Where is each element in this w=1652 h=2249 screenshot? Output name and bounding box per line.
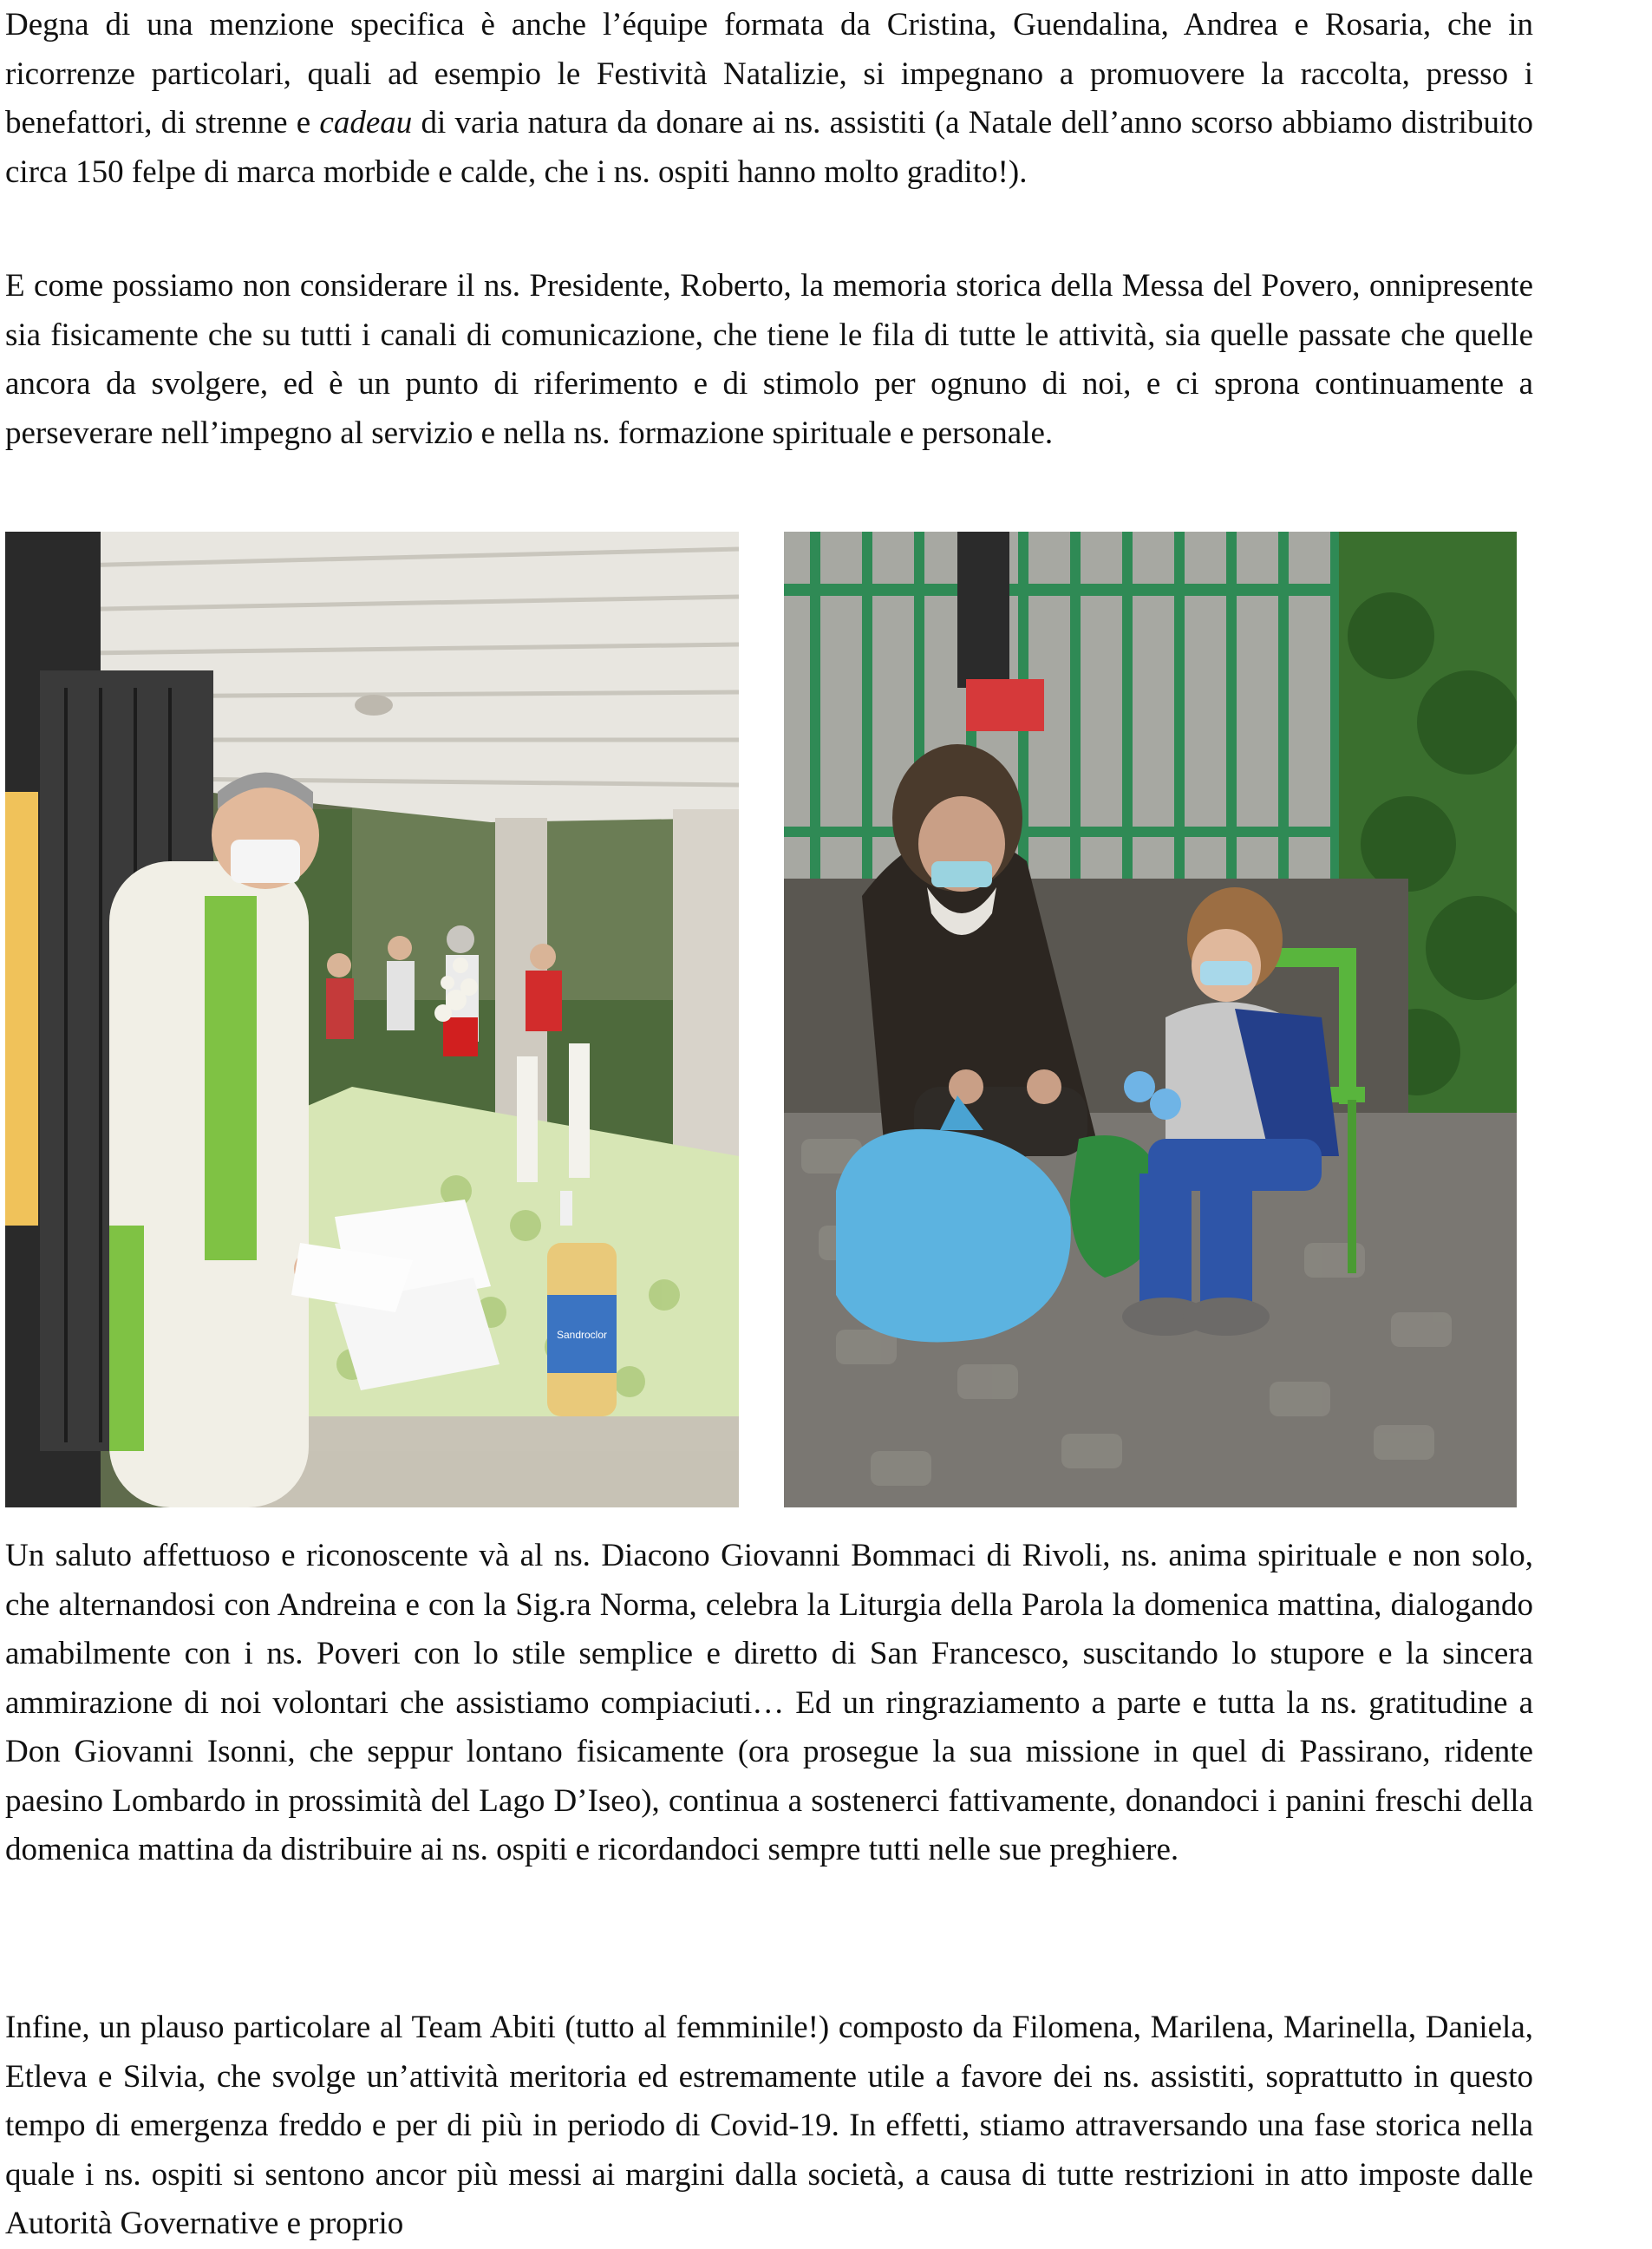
paragraph-team-abiti: Infine, un plauso particolare al Team Abiti (tutto al femminile!) composto da Filomena, Marilena, Marinella, Daniela, Etleva e Silvia, che svolge un’attività meritoria ed estremamente utile a favore dei ns. assistiti, soprattutto in questo tempo di emergenza freddo e per di più in periodo di Covid-19. In effetti, stiamo attraversando una fase storica nella quale i ns. ospiti si sentono ancor più messi ai margini dalla società, a causa di tutte restrizioni in atto imposte dalle Autorità Governative e proprio [5, 2010, 1533, 2241]
paragraph-diacono: Un saluto affettuoso e riconoscente và al ns. Diacono Giovanni Bommaci di Rivoli, ns. anima spirituale e non solo, che alternandosi con Andreina e con la Sig.ra Norma, celebra la Liturgia della Parola la domenica mattina, dialogando amabilmente con i ns. Poveri con lo stile semplice e diretto di San Francesco, suscitando lo stupore e la sincera ammirazione di noi volontari che assistiamo compiaciuti… Ed un ringraziamento a parte e tutta la ns. gratitudine a Don Giovanni Isonni, che seppur lontano fisicamente (ora prosegue la sua missione in quel di Passirano, ridente paesino Lombardo in prossimità del Lago D’Iseo), continua a sostenerci fattivamente, donandoci i panini freschi della domenica mattina da distribuire ai ns. ospiti e ricordandoci sempre tutti nelle sue preghiere. [5, 1538, 1533, 1867]
paragraph-equipe-emphasis: cadeau [319, 105, 413, 141]
paragraph-equipe-text-a: Degna di una menzione specifica è anche l’équipe formata da Cristina, Guendalina, Andrea e Rosaria, che in ricorrenze particolari, quali ad esempio le Festività Natalizie, si impegnano a promuovere la raccolta, presso i benefattori, di strenne e [5, 7, 1533, 141]
photo-volunteer-assistance [784, 532, 1517, 1507]
photo-mass-altar [5, 532, 739, 1507]
paragraph-equipe [5, 1, 1533, 197]
photo-volunteer-assistance-illustration [784, 532, 1517, 1507]
paragraph-presidente: E come possiamo non considerare il ns. Presidente, Roberto, la memoria storica della Messa del Povero, onnipresente sia fisicamente che su tutti i canali di comunicazione, che tiene le fila di tutte le attività, sia quelle passate che quelle ancora da svolgere, ed è un punto di riferimento e di stimolo per ognuno di noi, e ci sprona continuamente a perseverare nell’impegno al servizio e nella ns. formazione spirituale e personale. [5, 268, 1533, 451]
photo-mass-altar-illustration [5, 532, 739, 1507]
paragraph-equipe-text-b: di varia natura da donare ai ns. assistiti (a Natale dell’anno scorso abbiamo distribuito circa 150 felpe di marca morbide e calde, che i ns. ospiti hanno molto gradito!). [5, 105, 1534, 190]
bottle-label: Sandroclor [556, 1329, 608, 1341]
